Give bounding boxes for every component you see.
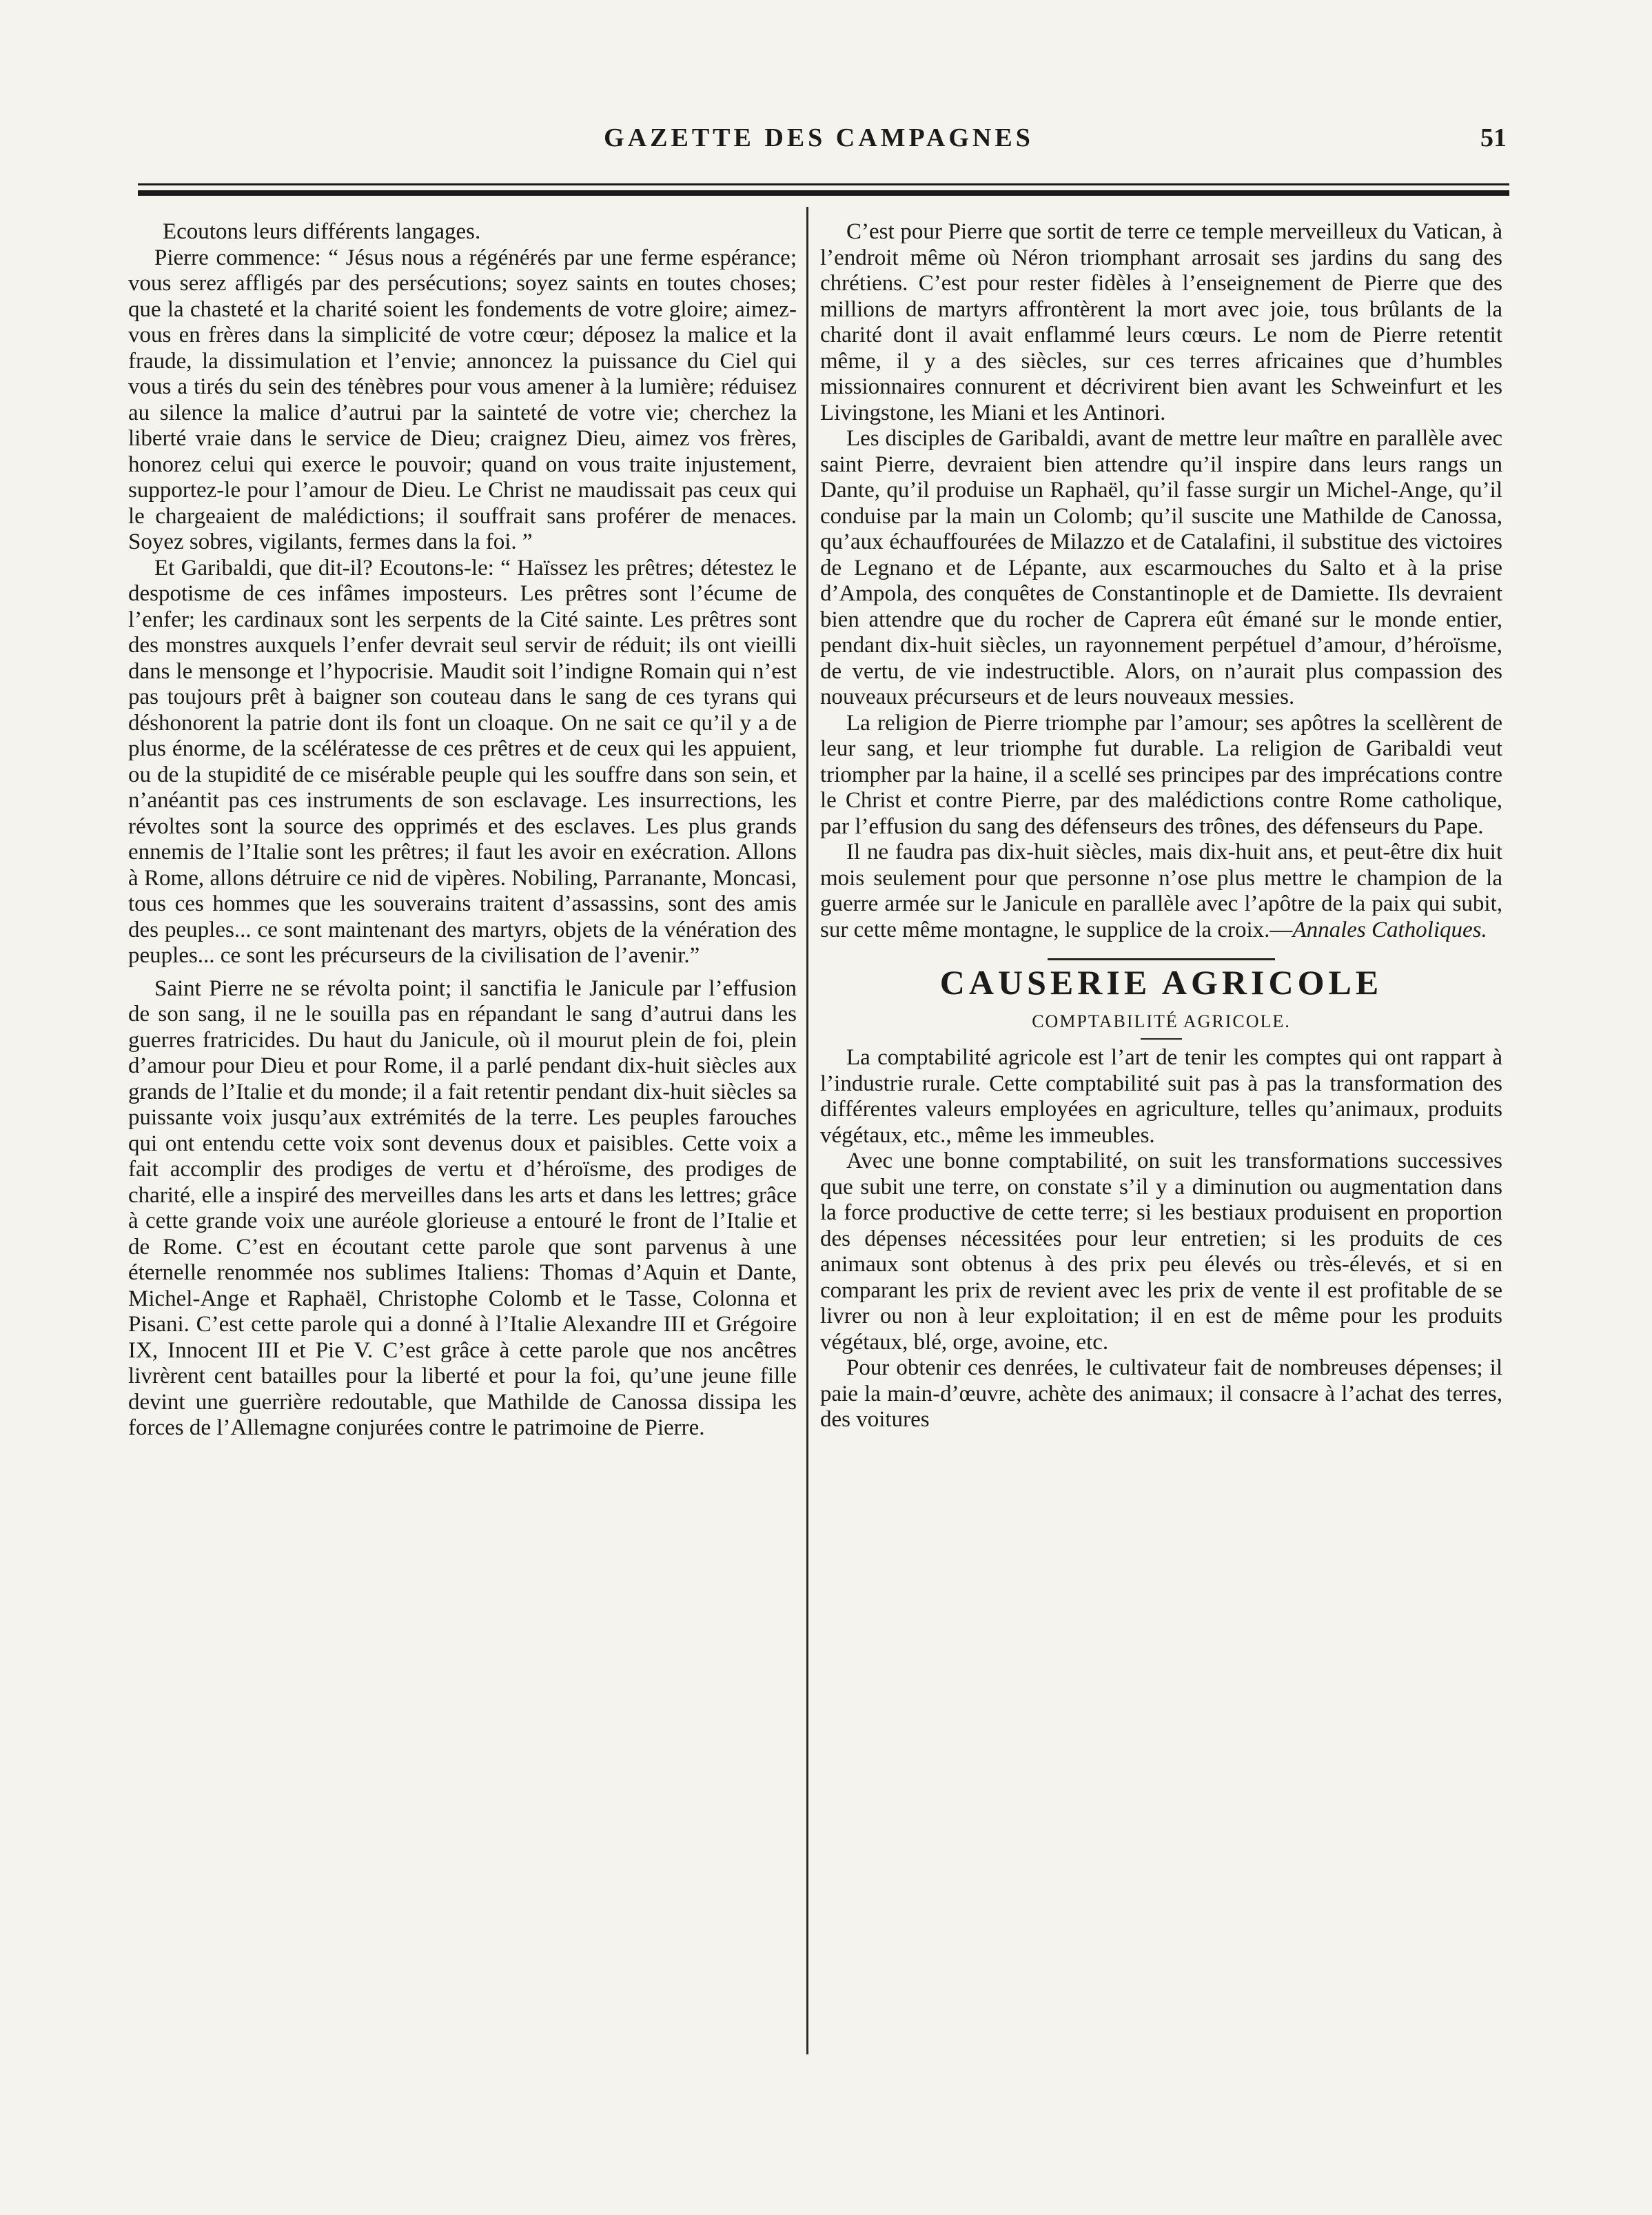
subtitle-rule xyxy=(1141,1038,1182,1040)
section-separator xyxy=(1048,958,1275,960)
paragraph: Pour obtenir ces denrées, le cultivateur fait de nombreuses dépenses; il paie la main-d’œuvre, achète des animaux; il consacre à l’achat des terres, des voitures xyxy=(820,1355,1502,1432)
right-column xyxy=(820,219,1502,1433)
section-title: CAUSERIE AGRICOLE xyxy=(939,963,1383,1002)
paragraph-with-credit xyxy=(820,840,1502,943)
paragraph: Et Garibaldi, que dit-il? Ecoutons-le: “ Haïssez les prêtres; détestez le despotisme de ces infâmes imposteurs. Les prêtres sont l’écume de l’enfer; les cardinaux sont les serpents de la Cité sainte. Les prêtres sont des monstres auxquels l’enfer devrait seul servir de réduit; ils ont vieilli dans le mensonge et l’hypocrisie. Maudit soit l’indigne Romain qui n’est pas toujours prêt à baigner son couteau dans le sang de ces tyrans qui déshonorent la patrie dont ils font un cloaque. On ne sait ce qu’il y a de plus énorme, de la scélératesse de ces prêtres et de ceux qui les appuient, ou de la stupidité de ce misérable peuple qui les souffre dans son sein, et n’anéantit pas ces instruments de son esclavage. Les insurrections, les révoltes sont la source des opprimés et des esclaves. Les plus grands ennemis de l’Italie sont les prêtres; il faut les avoir en exécration. Allons à Rome, allons détruire ce nid de vipères. Nobiling, Parranante, Moncasi, tous ces hommes que les souverains traitent d’assassins, sont des amis des peuples... ce sont maintenant des martyrs, objets de la vénération des peuples... ce sont les précurseurs de la civilisation de l’avenir.” xyxy=(128,555,797,968)
page-number: 51 xyxy=(1480,123,1507,152)
running-title: GAZETTE DES CAMPAGNES xyxy=(604,123,1034,152)
section-subtitle: COMPTABILITÉ AGRICOLE. xyxy=(1032,1011,1291,1031)
paragraph: Pierre commence: “ Jésus nous a régénérés par une ferme espérance; vous serez affligés par des persécutions; soyez saints en toutes choses; que la chasteté et la charité soient les fondements de votre gloire; aimez-vous en frères dans la simplicité de votre cœur; déposez la malice et la fraude, la dissimulation et l’envie; annoncez la puissance du Ciel qui vous a tirés du sein des ténèbres pour vous amener à la lumière; réduisez au silence la malice d’autrui par la sainteté de votre vie; cherchez la liberté vraie dans le service de Dieu; craignez Dieu, aimez vos frères, honorez celui qui exerce le pouvoir; quand on vous traite injustement, supportez-le pour l’amour de Dieu. Le Christ ne maudissait pas ceux qui le chargeaient de malédictions; il souffrait sans proférer de menaces. Soyez sobres, vigilants, fermes dans la foi. ” xyxy=(128,245,797,554)
paragraph: Ecoutons leurs différents langages. xyxy=(163,219,481,244)
paragraph: Avec une bonne comptabilité, on suit les transformations successives que subit une terre, on constate s’il y a diminution ou augmentation dans la force productive de cette terre; si les bestiaux produisent en proportion des dépenses nécessitées pour leur entretien; si les produits de ces animaux sont obtenus à des prix peu élevés ou très-élevés, et si en comparant les prix de revient avec les prix de vente il est profitable de se livrer ou non à leur exploitation; il en est de même pour les produits végétaux, blé, orge, avoine, etc. xyxy=(820,1149,1502,1355)
paragraph: La religion de Pierre triomphe par l’amour; ses apôtres la scellèrent de leur sang, et leur triomphe fut durable. La religion de Garibaldi veut triompher par la haine, il a scellé ses principes par des imprécations contre le Christ et contre Pierre, par des malédictions contre Rome catholique, par l’effusion du sang des défenseurs des trônes, des défenseurs du Pape. xyxy=(820,710,1502,839)
paragraph: Il ne faudra pas dix-huit siècles, mais dix-huit ans, et peut-être dix huit mois seulement pour que personne n’ose plus mettre le champion de la guerre armée sur le Janicule en parallèle avec l’apôtre de la paix qui subit, sur cette même montagne, le supplice de la croix.— xyxy=(820,840,1502,942)
page-header xyxy=(131,116,1507,171)
paragraph: C’est pour Pierre que sortit de terre ce temple merveilleux du Vatican, à l’endroit même où Néron triomphant arrosait ses jardins du sang des chrétiens. C’est pour rester fidèles à l’enseignement de Pierre que des millions de martyrs affrontèrent la mort avec joie, tous brûlants de la charité dont il avait enflammé leurs cœurs. Le nom de Pierre retentit même, il y a des siècles, sur ces terres africaines que d’humbles missionnaires connurent et décrivirent bien avant les Schweinfurt et les Livingstone, les Miani et les Antinori. xyxy=(820,219,1502,425)
paragraph: Les disciples de Garibaldi, avant de mettre leur maître en parallèle avec saint Pierre, devraient bien attendre qu’il inspire dans leurs rangs un Dante, qu’il produise un Raphaël, qu’il fasse surgir un Michel-Ange, qu’il conduise par la main un Colomb; qu’il suscite une Mathilde de Canossa, qu’aux échauffourées de Milazzo et de Catalafini, il substitue des victoires de Legnano et de Lépante, aux escarmouches du Salto et à la prise d’Ampola, des conquêtes de Constantinople et de Damiette. Ils devraient bien attendre que du rocher de Caprera eût émané sur le monde entier, pendant dix-huit siècles, un rayonnement perpétuel d’amour, d’héroïsme, de vertu, de vie indestructible. Alors, on n’aurait plus compassion des nouveaux précurseurs et de leurs nouveaux messies. xyxy=(820,426,1502,709)
paragraph: La comptabilité agricole est l’art de tenir les comptes qui ont rappart à l’industrie rurale. Cette comptabilité suit pas à pas la transformation des différentes valeurs employées en agriculture, telles qu’animaux, produits végétaux, etc., même les immeubles. xyxy=(820,1045,1502,1148)
header-rule-thin xyxy=(138,183,1509,185)
left-column xyxy=(128,219,797,1442)
header-rule-thick xyxy=(138,190,1509,196)
column-divider xyxy=(806,207,808,2054)
source-credit: Annales Catholiques. xyxy=(1292,917,1487,942)
paragraph: Saint Pierre ne se révolta point; il sanctifia le Janicule par l’effusion de son sang, il ne le souilla pas en répandant le sang d’autrui dans les guerres fratricides. Du haut du Janicule, où il mourut plein de foi, plein d’amour pour Dieu et pour Rome, il a parlé pendant dix-huit siècles aux grands de l’Italie et du monde; il a fait retentir pendant dix-huit siècles sa puissante voix jusqu’aux extrémités de la terre. Les peuples farouches qui ont entendu cette voix sont devenus doux et paisibles. Cette voix a fait accomplir des prodiges de vertu et d’héroïsme, des prodiges de charité, elle a inspiré des merveilles dans les arts et dans les lettres; grâce à cette grande voix une auréole glorieuse a entouré le front de l’Italie et de Rome. C’est en écoutant cette parole que sont parvenus à une éternelle renommée nos sublimes Italiens: Thomas d’Aquin et Dante, Michel-Ange et Raphaël, Christophe Colomb et le Tasse, Colonna et Pisani. C’est cette parole qui a donné à l’Italie Alexandre III et Grégoire IX, Innocent III et Pie V. C’est grâce à cette parole que nos ancêtres livrèrent cent batailles pour la liberté et pour la foi, qu’une jeune fille devint une guerrière redoutable, que Mathilde de Canossa dissipa les forces de l’Allemagne conjurées contre le patrimoine de Pierre. xyxy=(128,975,797,1440)
